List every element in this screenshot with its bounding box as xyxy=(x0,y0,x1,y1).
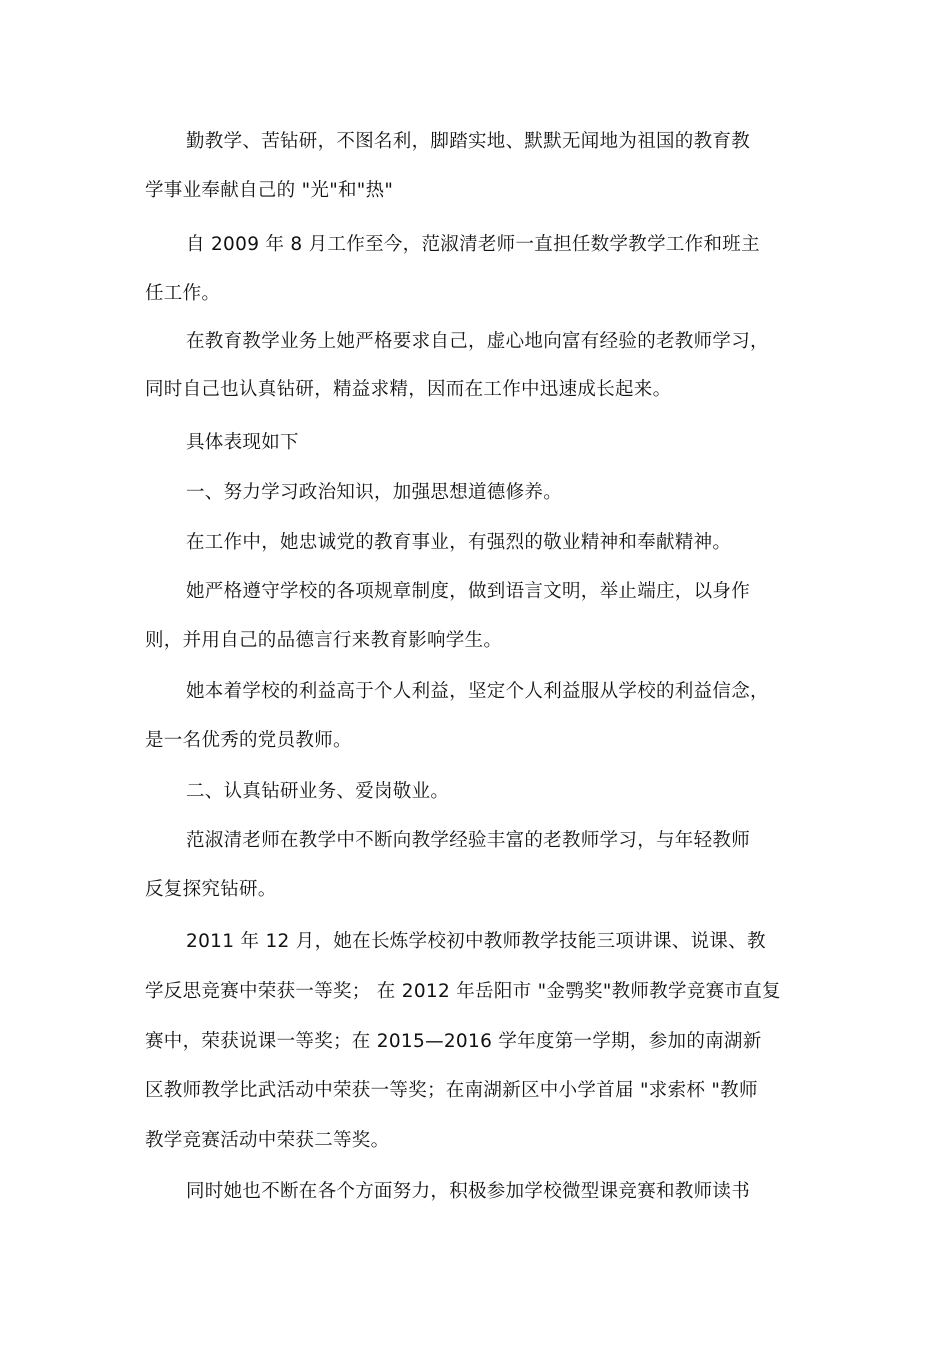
paragraph-line: 反复探究钻研。 xyxy=(145,879,277,900)
paragraph-line: 范淑清老师在教学中不断向教学经验丰富的老教师学习，与年轻教师 xyxy=(186,830,751,851)
paragraph-line: 学事业奉献自己的 "光"和"热" xyxy=(145,180,394,201)
paragraph-line: 在工作中，她忠诚党的教育事业，有强烈的敬业精神和奉献精神。 xyxy=(186,532,732,553)
paragraph-line: 学反思竞赛中荣获一等奖； 在 2012 年岳阳市 "金鹗奖"教师教学竞赛市直复 xyxy=(145,981,781,1002)
paragraph-line: 则，并用自己的品德言行来教育影响学生。 xyxy=(145,630,503,651)
paragraph-line: 在教育教学业务上她严格要求自己，虚心地向富有经验的老教师学习， xyxy=(186,331,769,352)
section-heading: 二、认真钻研业务、爱岗敬业。 xyxy=(186,781,450,802)
paragraph-line: 她本着学校的利益高于个人利益，坚定个人利益服从学校的利益信念， xyxy=(186,681,769,702)
paragraph-line: 区教师教学比武活动中荣获一等奖；在南湖新区中小学首届 "求索杯 "教师 xyxy=(145,1080,758,1101)
paragraph-line: 勤教学、苦钻研，不图名利，脚踏实地、默默无闻地为祖国的教育教 xyxy=(186,131,751,152)
paragraph-line: 自 2009 年 8 月工作至今，范淑清老师一直担任数学教学工作和班主 xyxy=(186,234,760,255)
paragraph-line: 任工作。 xyxy=(145,283,221,304)
paragraph-line: 她严格遵守学校的各项规章制度，做到语言文明，举止端庄，以身作 xyxy=(186,581,751,602)
paragraph-line: 具体表现如下 xyxy=(186,432,299,453)
paragraph-line: 同时自己也认真钻研，精益求精，因而在工作中迅速成长起来。 xyxy=(145,379,672,400)
paragraph-line: 教学竞赛活动中荣获二等奖。 xyxy=(145,1130,390,1151)
section-heading: 一、努力学习政治知识，加强思想道德修养。 xyxy=(186,482,563,503)
paragraph-line: 2011 年 12 月，她在长炼学校初中教师教学技能三项讲课、说课、教 xyxy=(186,931,766,952)
paragraph-line: 赛中，荣获说课一等奖；在 2015—2016 学年度第一学期，参加的南湖新 xyxy=(145,1031,762,1052)
paragraph-line: 同时她也不断在各个方面努力，积极参加学校微型课竞赛和教师读书 xyxy=(186,1181,751,1202)
paragraph-line: 是一名优秀的党员教师。 xyxy=(145,730,352,751)
